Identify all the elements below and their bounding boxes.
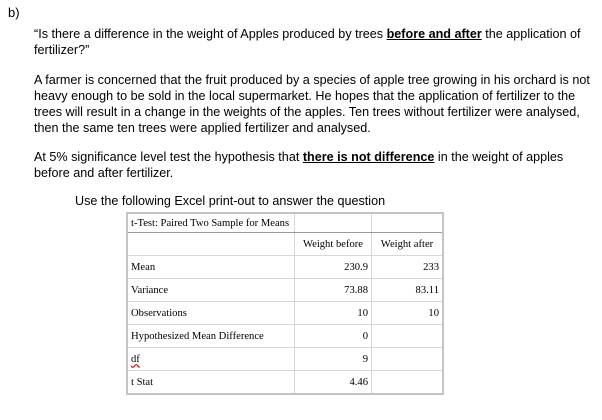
question-pre: “Is there a difference in the weight of Apples produced by trees: [34, 27, 387, 41]
table-row: [127, 348, 443, 371]
question-post: the application of fertilizer?”: [34, 27, 581, 57]
table-cell: [295, 213, 372, 233]
cell-before: 9: [295, 348, 372, 371]
context-paragraph: A farmer is concerned that the fruit produced by a species of apple tree growing in his orchard is not heavy enough to be sold in the local supermarket. He hopes that the application of fertilizer to the trees will result in a change in the weights of the apples. Ten trees without fertilizer were analysed, then the same ten trees were applied fertilizer and analysed.: [34, 73, 590, 135]
cell-before: 230.9: [295, 256, 372, 279]
excel-printout-table: [126, 212, 444, 395]
cell-after: [372, 371, 444, 395]
cell-before: 0: [295, 325, 372, 348]
column-header-before: Weight before: [295, 233, 372, 256]
cell-after: [372, 348, 444, 371]
task-emphasis: there is not difference: [302, 150, 435, 164]
row-label: Variance: [127, 279, 295, 302]
cell-after: [372, 325, 444, 348]
cell-after: 10: [372, 302, 444, 325]
task-text: [34, 149, 594, 181]
task-post: in the weight of apples before and after fertilizer.: [34, 150, 564, 180]
question-text: [34, 26, 594, 58]
row-label: t Stat: [127, 371, 295, 395]
question-emphasis: before and after: [386, 27, 482, 41]
table-title: t-Test: Paired Two Sample for Means: [127, 213, 295, 233]
table-cell: [372, 213, 444, 233]
cell-before: 10: [295, 302, 372, 325]
table-header-row: [127, 233, 443, 256]
cell-after: 233: [372, 256, 444, 279]
table-row: [127, 371, 443, 395]
part-label: b): [8, 5, 20, 20]
task-pre: At 5% significance level test the hypothesis that: [34, 150, 303, 164]
row-label: df: [131, 353, 140, 365]
cell-before: 4.46: [295, 371, 372, 395]
column-header-after: Weight after: [372, 233, 444, 256]
table-cell: [127, 233, 295, 256]
table-row: [127, 325, 443, 348]
row-label: Hypothesized Mean Difference: [127, 325, 295, 348]
table-row: [127, 302, 443, 325]
instruction-text: Use the following Excel print-out to answer the question: [75, 194, 386, 208]
cell-before: 73.88: [295, 279, 372, 302]
table-row: [127, 279, 443, 302]
table-title-row: [127, 213, 443, 233]
row-label-cell: [127, 348, 295, 371]
table-row: [127, 256, 443, 279]
cell-after: 83.11: [372, 279, 444, 302]
row-label: Mean: [127, 256, 295, 279]
row-label: Observations: [127, 302, 295, 325]
